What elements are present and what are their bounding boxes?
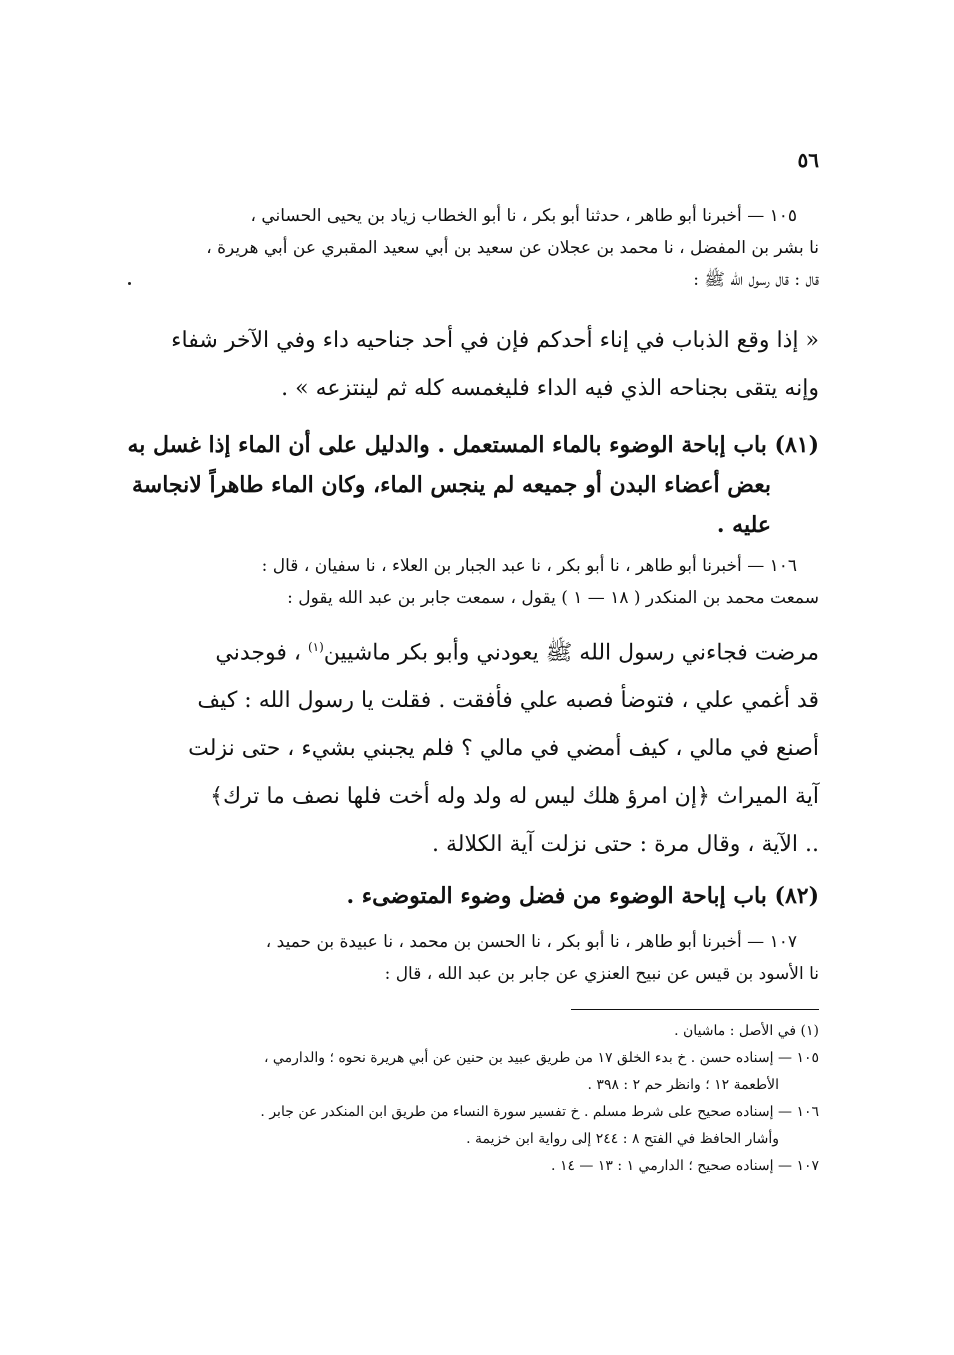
isnad-line: ١٠٦ — أخبرنا أبو طاهر ، نا أبو بكر ، نا عبد الجبار بن العلاء ، نا سفيان ، قال : bbox=[261, 556, 797, 576]
footnote-ref[interactable]: (١) bbox=[307, 640, 324, 654]
hadith-106-isnad bbox=[129, 550, 819, 614]
chapter-82-heading bbox=[129, 876, 819, 916]
matn-line: .. الآية ، وقال مرة : حتى نزلت آية الكلالة . bbox=[431, 832, 819, 858]
isnad-line: نا بشر بن المفضل ، نا محمد بن عجلان عن سعيد بن أبي سعيد المقبري عن أبي هريرة ، bbox=[206, 238, 819, 258]
chapter-line: عليه . bbox=[716, 512, 771, 538]
page-number: ٥٦ bbox=[797, 148, 819, 172]
footnote-line: ١٠٦ — إسناده صحيح على شرط مسلم . خ تفسير سورة النساء من طريق ابن المنكدر عن جابر . bbox=[260, 1104, 819, 1120]
footnote-divider bbox=[571, 1009, 819, 1010]
matn-line: أصنع في مالي ، كيف أمضي في مالي ؟ فلم يجبني بشيء ، حتى نزلت bbox=[188, 736, 819, 762]
footnote-line: ١٠٥ — إسناده حسن . خ بدء الخلق ١٧ من طريق عبيد بن حنين عن أبي هريرة نحوه ؛ والدارمي ، bbox=[263, 1050, 819, 1066]
chapter-line: (٨٢) باب إباحة الوضوء من فضل وضوء المتوضىء . bbox=[346, 883, 819, 909]
isnad-line: سمعت محمد بن المنكدر ( ١٨ — ١ ) يقول ، سمعت جابر بن عبد الله يقول : bbox=[287, 588, 819, 608]
matn-line bbox=[129, 623, 819, 677]
isnad-line: نا الأسود بن قيس عن نبيح العنزي عن جابر بن عبد الله ، قال : bbox=[384, 964, 819, 984]
isnad-line: ١٠٥ — أخبرنا أبو طاهر ، حدثنا أبو بكر ، نا أبو الخطاب زياد بن يحيى الحساني ، bbox=[250, 206, 797, 226]
matn-line: قد أغمي علي ، فتوضأ فصبه علي فأفقت . فقلت يا رسول الله : كيف bbox=[197, 688, 819, 714]
footnotes bbox=[129, 1018, 819, 1180]
footnote-line: ١٠٧ — إسناده صحيح ؛ الدارمي ١ : ١٣ — ١٤ . bbox=[551, 1158, 819, 1174]
chapter-81-heading bbox=[129, 425, 819, 545]
chapter-line: بعض أعضاء البدن أو جميعه لم ينجس الماء، وكان الماء طاهراً لانجاسة bbox=[131, 472, 771, 498]
footnote-line: الأطعمة ١٢ ؛ وانظر حم ٢ : ٣٩٨ . bbox=[587, 1077, 779, 1093]
matn-line: وإنه يتقى بجناحه الذي فيه الداء فليغمسه كله ثم لينتزعه » . bbox=[281, 376, 819, 401]
isnad-line: ١٠٧ — أخبرنا أبو طاهر ، نا أبو بكر ، نا الحسن بن محمد ، نا عبيدة بن حميد ، bbox=[265, 932, 797, 952]
matn-text: ، فوجدني bbox=[215, 640, 301, 666]
chapter-line: (٨١) باب إباحة الوضوء بالماء المستعمل . والدليل على أن الماء إذا غسل به bbox=[127, 432, 819, 458]
isnad-line: قال : قال رسول الله ﷺ : bbox=[693, 270, 819, 290]
matn-line: « إذا وقع الذباب في إناء أحدكم فإن في أحد جناحيه داء وفي الآخر شفاء bbox=[171, 328, 819, 353]
hadith-106-matn bbox=[129, 623, 819, 869]
hadith-105-isnad bbox=[129, 200, 819, 296]
footnote-line: وأشار الحافظ في الفتح ٨ : ٢٤٤ إلى رواية ابن خزيمة . bbox=[466, 1131, 779, 1147]
matn-line: آية الميراث ﴿إن امرؤ هلك ليس له ولد وله أخت فلها نصف ما ترك﴾ bbox=[210, 784, 819, 810]
hadith-107-isnad bbox=[129, 926, 819, 990]
matn-text: مرضت فجاءني رسول الله ﷺ يعودني وأبو بكر ماشيين bbox=[323, 640, 819, 666]
hadith-105-matn bbox=[129, 317, 819, 413]
footnote-line: (١) في الأصل : ماشيان . bbox=[674, 1023, 819, 1039]
